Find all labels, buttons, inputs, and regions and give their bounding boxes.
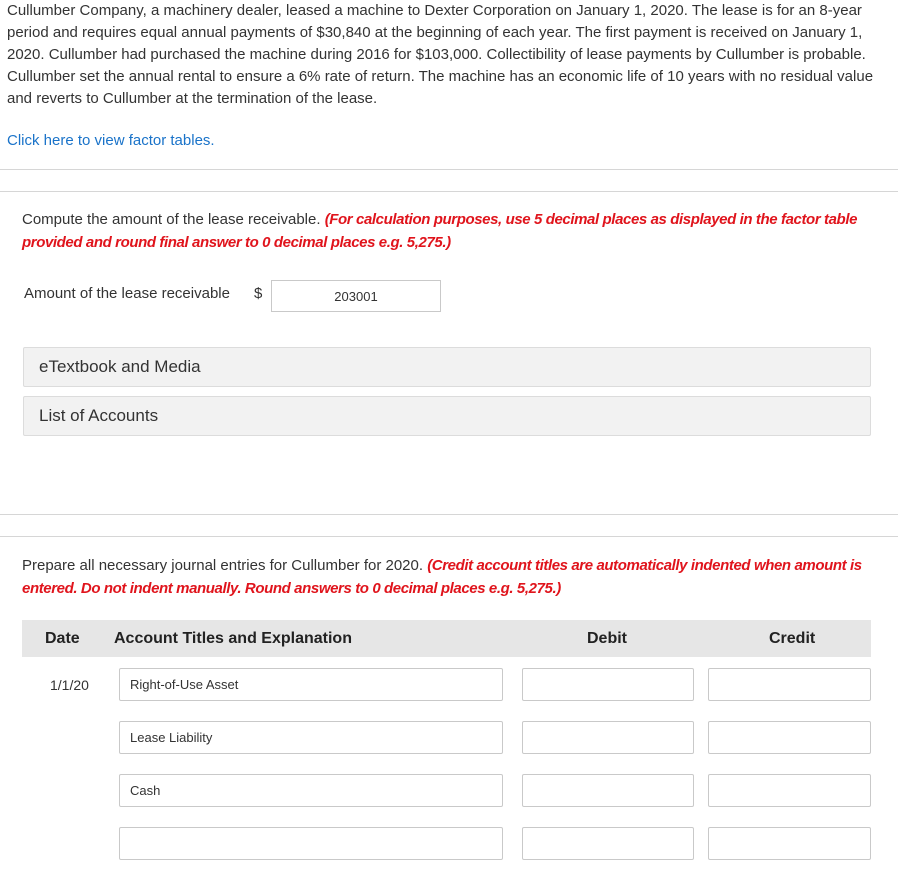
account-title-input[interactable] <box>119 827 503 860</box>
part2-instruction-note: (Credit account titles are automatically indented when amount is entered. Do not indent manually. Round answers to 0 decimal places e.g. 5,275.) <box>22 557 862 597</box>
row-date: 1/1/20 <box>50 677 89 693</box>
part1-instruction <box>22 208 882 254</box>
credit-input[interactable] <box>708 827 871 860</box>
account-title-input[interactable] <box>119 721 503 754</box>
header-credit: Credit <box>769 630 816 647</box>
journal-table-header <box>22 620 871 657</box>
credit-input[interactable] <box>708 721 871 754</box>
lease-receivable-label: Amount of the lease receivable <box>24 285 230 302</box>
divider <box>0 536 898 537</box>
credit-input[interactable] <box>708 668 871 701</box>
divider <box>0 191 898 192</box>
account-title-input[interactable] <box>119 774 503 807</box>
debit-input[interactable] <box>522 721 694 754</box>
etextbook-media-button[interactable]: eTextbook and Media <box>23 347 871 387</box>
lease-receivable-input[interactable] <box>271 280 441 312</box>
divider <box>0 169 898 170</box>
account-title-input[interactable] <box>119 668 503 701</box>
header-date: Date <box>45 630 80 647</box>
part2-instruction <box>22 554 882 600</box>
part1-instruction-note: (For calculation purposes, use 5 decimal places as displayed in the factor table provided and round final answer to 0 decimal places e.g. 5,275.) <box>22 211 858 251</box>
credit-input[interactable] <box>708 774 871 807</box>
header-debit: Debit <box>587 630 627 647</box>
part2-instruction-text: Prepare all necessary journal entries for Cullumber for 2020. <box>22 557 424 574</box>
debit-input[interactable] <box>522 668 694 701</box>
currency-symbol: $ <box>254 285 263 302</box>
header-account: Account Titles and Explanation <box>114 630 352 647</box>
divider <box>0 514 898 515</box>
factor-tables-link[interactable]: Click here to view factor tables. <box>7 132 215 149</box>
debit-input[interactable] <box>522 774 694 807</box>
list-of-accounts-button[interactable]: List of Accounts <box>23 396 871 436</box>
problem-statement: Cullumber Company, a machinery dealer, leased a machine to Dexter Corporation on January 1, 2020. The lease is for an 8-year period and requires equal annual payments of $30,840 at the beginning of each year. The first payment is received on January 1, 2020. Cullumber had purchased the machine during 2016 for $103,000. Collectibility of lease payments by Cullumber is probable. Cullumber set the annual rental to ensure a 6% rate of return. The machine has an economic life of 10 years with no residual value and reverts to Cullumber at the termination of the lease. <box>7 2 874 107</box>
debit-input[interactable] <box>522 827 694 860</box>
part1-instruction-text: Compute the amount of the lease receivable. <box>22 211 321 228</box>
